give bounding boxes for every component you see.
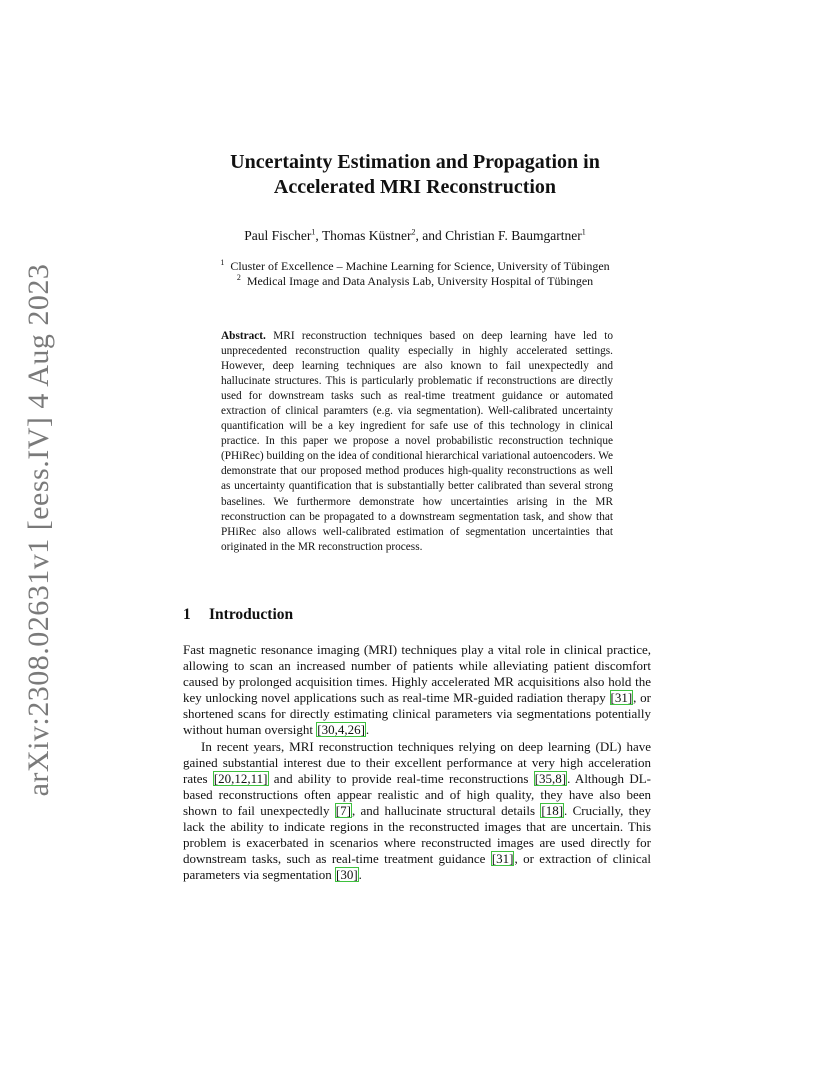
paragraph-text: . (365, 722, 370, 738)
citation-link[interactable]: [30] (335, 867, 358, 883)
author-name: Christian F. Baumgartner (445, 228, 582, 243)
paragraph-text: In recent years, MRI reconstruction techniques relying on deep learning (DL) have gained substantial interest due to their excellent performance at very high acceleration rates (183, 738, 651, 786)
affiliation-2 (170, 274, 660, 289)
abstract-text: MRI reconstruction techniques based on deep learning have led to unprecedented reconstruction quality especially in highly accelerated settings. However, deep learning techniques are also known to fail unexpectedly and hallucinate structures. This is particularly problematic if reconstructions are directly used for downstream tasks such as real-time treatment guidance or automated extraction of clinical paramters (e.g. via segmentation). Well-calibrated uncertainty quantification will be a key ingredient for safe use of this technology in clinical practice. In this paper we propose a novel probabilistic reconstruction technique (PHiRec) building on the idea of conditional hierarchical variational autoencoders. We demonstrate that our proposed method produces high-quality reconstructions as well as uncertainty quantification that is substantially better calibrated than several strong baselines. We furthermore demonstrate how uncertainties arising in the MR reconstruction can be propagated to a downstream segmentation task, and show that PHiRec also allows well-calibrated estimation of segmentation uncertainties that originated in the MR reconstruction process. (221, 330, 613, 553)
section-heading (183, 606, 293, 624)
section-title: Introduction (209, 606, 294, 623)
author-list: Paul Fischer$^1$, Thomas Küstner$^2$, and Christian F. Baumgartner$^1$ (244, 227, 586, 243)
affiliation-number: 1 (220, 258, 225, 267)
citation-link[interactable]: [31] (610, 690, 633, 706)
affiliation-1 (170, 259, 660, 274)
affiliation-mark: 1 (581, 227, 586, 237)
author-name: Thomas Küstner (321, 228, 412, 243)
abstract (221, 329, 613, 555)
paragraph-text: , and hallucinate structural details (351, 802, 541, 818)
paper-title (170, 150, 660, 200)
citation-link[interactable]: [35,8] (534, 770, 567, 786)
author-name: Paul Fischer (244, 228, 312, 243)
arxiv-identifier-stamp (19, 263, 59, 797)
citation-link[interactable]: [30,4,26] (317, 722, 365, 738)
affiliation-mark: 2 (411, 227, 416, 237)
arxiv-identifier-text: arXiv:2308.02631v1 [eess.IV] 4 Aug 2023 (22, 263, 55, 797)
affiliation-mark: 1 (311, 227, 316, 237)
paragraph-text: . Although DL-based reconstructions often appear realistic and of high quality, they have also been shown to fail unexpectedly (183, 770, 651, 818)
citation-link[interactable]: [18] (541, 802, 564, 818)
paragraph (183, 642, 651, 739)
paragraph-text: . (358, 867, 362, 883)
paragraph (183, 739, 651, 884)
citation-link[interactable]: [7] (335, 802, 351, 818)
abstract-label: Abstract. (221, 330, 266, 342)
paragraph-text: , or shortened scans for directly estimating clinical parameters via segmentations potentially without human oversight (183, 690, 651, 738)
paragraph-text: , or extraction of clinical parameters via segmentation (183, 851, 652, 883)
body-text (183, 642, 651, 883)
paragraph-text: and ability to provide real-time reconstructions (268, 770, 534, 786)
citation-link[interactable]: [31] (491, 851, 514, 867)
citation-link[interactable]: [20,12,11] (213, 770, 268, 786)
affiliation-number: 2 (236, 273, 241, 282)
paragraph-text: . Crucially, they lack the ability to indicate regions in the reconstructed images that are uncertain. This problem is exacerbated in scenarios where reconstructed images are used directly for downstream tasks, such as real-time treatment guidance (183, 802, 651, 867)
section-number: 1 (183, 606, 191, 623)
title-line-1: Uncertainty Estimation and Propagation in (230, 151, 600, 173)
paragraph-text: Fast magnetic resonance imaging (MRI) techniques play a vital role in clinical practice, allowing to scan an increased number of patients while alleviating patient discomfort caused by prolonged acquisition times. Highly accelerated MR acquisitions also hold the key unlocking novel applications such as real-time MR-guided radiation therapy (183, 642, 651, 706)
affiliation-text: Cluster of Excellence – Machine Learning for Science, University of Tübingen (230, 259, 610, 273)
affiliation-text: Medical Image and Data Analysis Lab, University Hospital of Tübingen (246, 274, 594, 288)
title-line-2: Accelerated MRI Reconstruction (273, 176, 557, 198)
